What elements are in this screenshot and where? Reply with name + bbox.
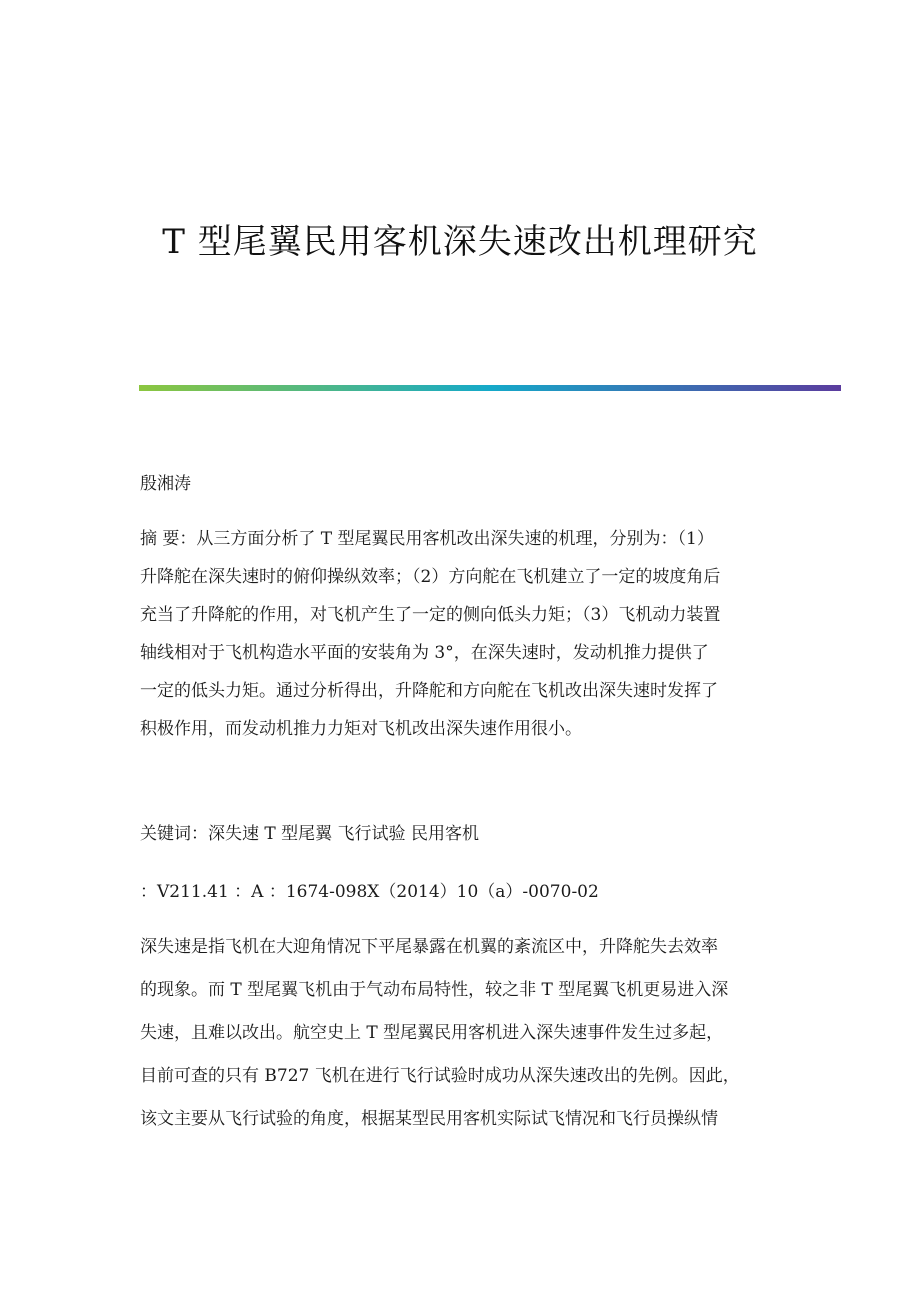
keywords-line: 关键词：深失速 T 型尾翼 飞行试验 民用客机 bbox=[140, 824, 479, 844]
author-name: 殷湘涛 bbox=[140, 474, 191, 494]
abstract-line: 轴线相对于飞机构造水平面的安装角为 3°，在深失速时，发动机推力提供了 bbox=[140, 643, 709, 663]
abstract-line: 升降舵在深失速时的俯仰操纵效率；（2）方向舵在飞机建立了一定的坡度角后 bbox=[140, 567, 721, 587]
abstract-line: 摘 要：从三方面分析了 T 型尾翼民用客机改出深失速的机理，分别为：（1） bbox=[140, 529, 714, 549]
abstract-line: 一定的低头力矩。通过分析得出，升降舵和方向舵在飞机改出深失速时发挥了 bbox=[140, 681, 718, 701]
abstract-paragraph bbox=[140, 520, 780, 748]
intro-line: 该文主要从飞行试验的角度，根据某型民用客机实际试飞情况和飞行员操纵情 bbox=[140, 1109, 718, 1129]
intro-line: 目前可查的只有 B727 飞机在进行飞行试验时成功从深失速改出的先例。因此， bbox=[140, 1066, 740, 1086]
intro-line: 的现象。而 T 型尾翼飞机由于气动布局特性，较之非 T 型尾翼飞机更易进入深 bbox=[140, 980, 729, 1000]
classification-line: ：V211.41 ：A ：1674-098X（2014）10（a）-0070-02 bbox=[140, 882, 599, 902]
intro-line: 深失速是指飞机在大迎角情况下平尾暴露在机翼的紊流区中，升降舵失去效率 bbox=[140, 937, 718, 957]
abstract-line: 充当了升降舵的作用，对飞机产生了一定的侧向低头力矩；（3）飞机动力装置 bbox=[140, 605, 721, 625]
intro-line: 失速，且难以改出。航空史上 T 型尾翼民用客机进入深失速事件发生过多起， bbox=[140, 1023, 724, 1043]
document-title: T 型尾翼民用客机深失速改出机理研究 bbox=[162, 222, 758, 262]
intro-paragraph bbox=[140, 926, 780, 1141]
abstract-line: 积极作用，而发动机推力力矩对飞机改出深失速作用很小。 bbox=[140, 719, 582, 739]
title-divider-gradient bbox=[139, 385, 841, 391]
